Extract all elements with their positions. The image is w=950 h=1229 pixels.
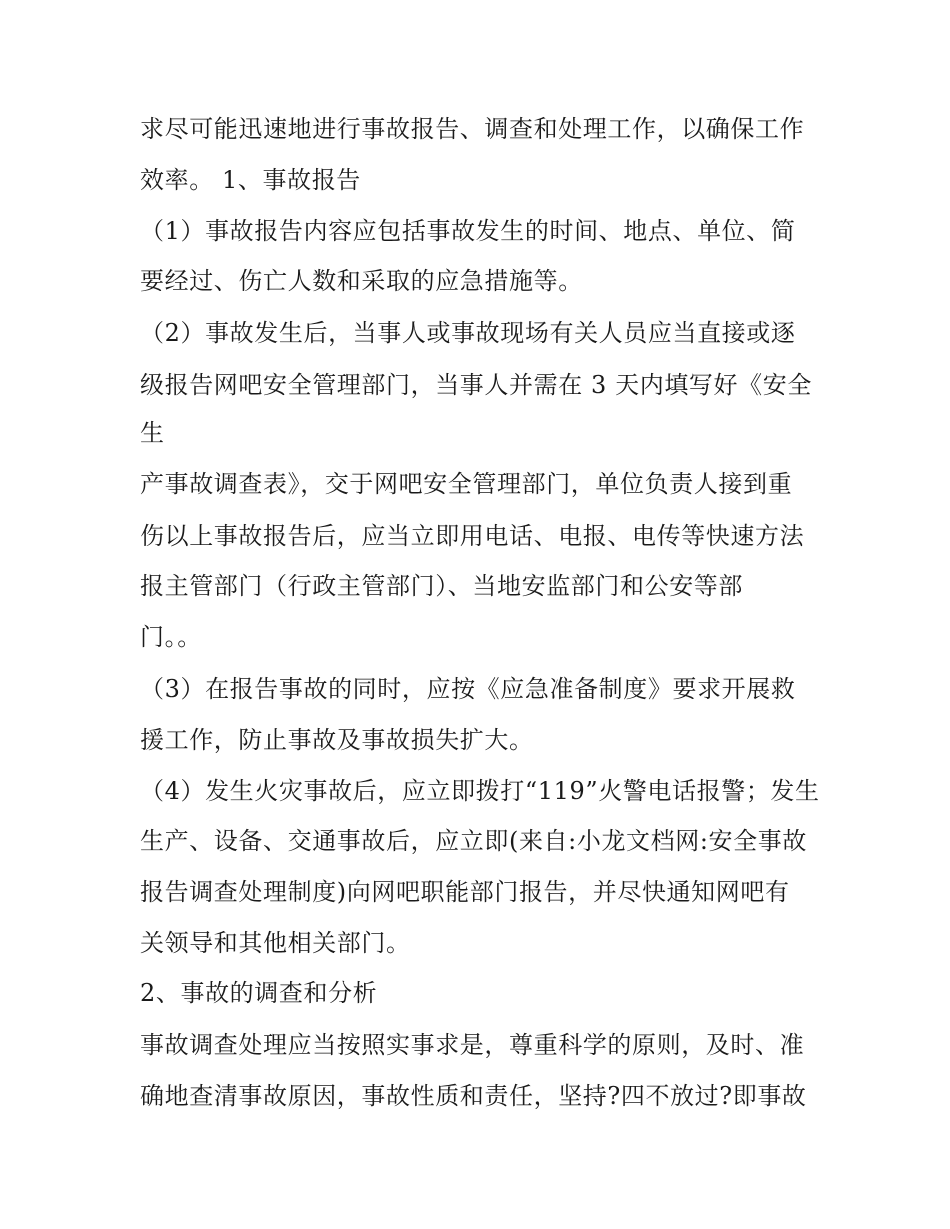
paragraph-line: 确地查清事故原因，事故性质和责任，坚持?四不放过?即事故: [140, 1082, 807, 1110]
paragraph-line: 门。。: [140, 623, 202, 651]
paragraph-line: （1）事故报告内容应包括事故发生的时间、地点、单位、简: [140, 217, 796, 245]
paragraph-line: 报主管部门（行政主管部门）、当地安监部门和公安等部: [140, 572, 743, 600]
paragraph-line: 级报告网吧安全管理部门，当事人并需在 3 天内填写好《安全: [140, 371, 812, 399]
paragraph-line: 求尽可能迅速地进行事故报告、调查和处理工作，以确保工作: [140, 115, 805, 143]
section-heading: 2、事故的调查和分析: [140, 979, 378, 1007]
paragraph-line: 产事故调查表》，交于网吧安全管理部门，单位负责人接到重: [140, 470, 793, 498]
paragraph-line: 效率。 1、事故报告: [140, 166, 361, 194]
paragraph-line: 生: [140, 419, 165, 447]
paragraph-line: （4）发生火灾事故后，应立即拨打“119”火警电话报警；发生: [140, 777, 820, 805]
paragraph-line: 关领导和其他相关部门。: [140, 929, 411, 957]
paragraph-line: （3）在报告事故的同时，应按《应急准备制度》要求开展救: [140, 675, 796, 703]
paragraph-line: 事故调查处理应当按照实事求是，尊重科学的原则，及时、准: [140, 1031, 805, 1059]
paragraph-line: 伤以上事故报告后，应当立即用电话、电报、电传等快速方法: [140, 522, 805, 550]
paragraph-line: 报告调查处理制度)向网吧职能部门报告，并尽快通知网吧有: [140, 878, 790, 906]
paragraph-line: 援工作，防止事故及事故损失扩大。: [140, 726, 534, 754]
paragraph-line: 生产、设备、交通事故后，应立即(来自:小龙文档网:安全事故: [140, 827, 807, 855]
paragraph-line: 要经过、伤亡人数和采取的应急措施等。: [140, 267, 583, 295]
paragraph-line: （2）事故发生后，当事人或事故现场有关人员应当直接或逐: [140, 319, 796, 347]
